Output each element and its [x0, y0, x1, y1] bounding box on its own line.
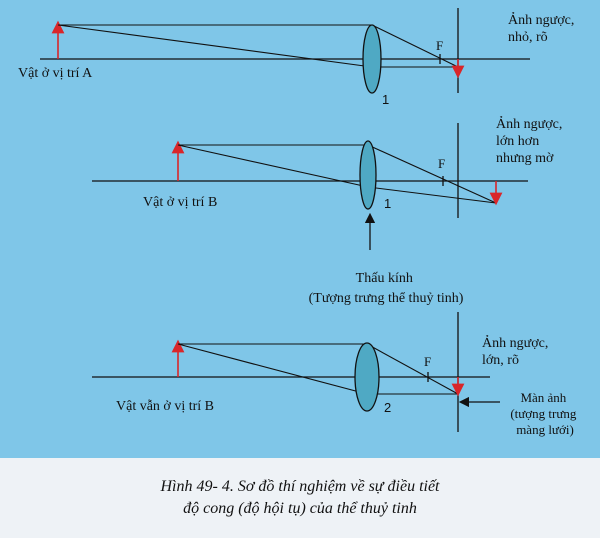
caption-line-1: Hình 49- 4. Sơ đồ thí nghiệm về sự điều tiết — [160, 478, 440, 495]
ray — [178, 344, 367, 394]
ray — [367, 344, 458, 394]
lens-note: Thấu kính (Tượng trưng thể thuỷ tinh) — [308, 271, 464, 306]
image-label: Ảnh ngược, lớn hơn nhưng mờ — [496, 117, 563, 166]
figure-caption — [0, 458, 600, 538]
focus-label: F — [424, 354, 432, 369]
panel-2 — [92, 115, 566, 306]
object-label: Vật vẫn ở vị trí B — [116, 399, 214, 414]
object-label: Vật ở vị trí B — [143, 195, 218, 210]
lens — [355, 343, 379, 411]
image-label: Ảnh ngược, nhỏ, rõ — [508, 13, 575, 45]
ray — [372, 25, 458, 67]
screen-note: Màn ảnh (tượng trưng màng lưới) — [510, 390, 577, 437]
panel-3 — [92, 312, 580, 437]
lens-number: 2 — [384, 400, 392, 415]
lens — [360, 141, 376, 209]
panel-1 — [18, 8, 578, 107]
ray — [58, 25, 372, 67]
lens-number: 1 — [384, 196, 392, 211]
image-label: Ảnh ngược, lớn, rõ — [482, 336, 549, 368]
ray — [368, 145, 496, 203]
caption-line-2: độ cong (độ hội tụ) của thể thuỷ tinh — [183, 500, 417, 517]
focus-label: F — [436, 38, 444, 53]
object-label: Vật ở vị trí A — [18, 66, 93, 81]
lens — [363, 25, 381, 93]
lens-number: 1 — [382, 92, 390, 107]
focus-label: F — [438, 156, 446, 171]
